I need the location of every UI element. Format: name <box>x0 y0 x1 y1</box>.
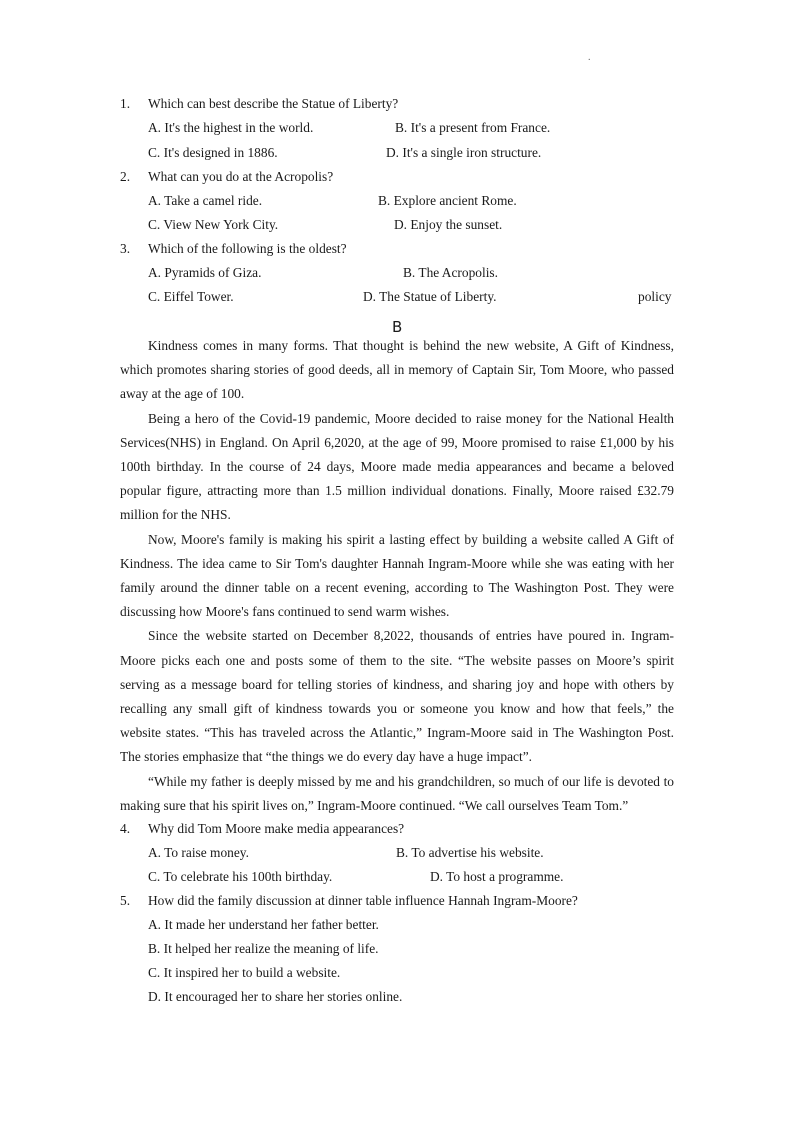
question-stem: What can you do at the Acropolis? <box>148 169 334 184</box>
question-number: 5. <box>120 893 131 908</box>
option-d: D. Enjoy the sunset. <box>394 217 503 232</box>
option-c: C. It's designed in 1886. <box>148 145 278 160</box>
option-a: A. To raise money. <box>148 845 249 860</box>
option-b: B. Explore ancient Rome. <box>378 193 517 208</box>
option-d: D. It's a single iron structure. <box>386 145 542 160</box>
option-a: A. Take a camel ride. <box>148 193 263 208</box>
page-mark: . <box>588 52 591 63</box>
option-d: D. The Statue of Liberty. <box>363 289 497 304</box>
option-c: C. It inspired her to build a website. <box>148 965 341 980</box>
passage-paragraph: Since the website started on December 8,2022, thousands of entries have poured in. Ingram-Moore picks each one and posts some of them to the site. “The website passes on Moore’s spirit serving as a message board for telling stories of kindness, and sharing joy and hope with others by recalling any small gift of kindness towards you or someone you know and how that feels,” the website states. “This has traveled across the Atlantic,” Ingram-Moore said in The Washington Post. The stories emphasize that “the things we do every day have a huge impact”. <box>120 628 674 765</box>
option-b: B. It helped her realize the meaning of life. <box>148 941 379 956</box>
option-c: C. View New York City. <box>148 217 279 232</box>
option-a: A. It's the highest in the world. <box>148 120 314 135</box>
option-b: B. To advertise his website. <box>396 845 544 860</box>
passage-paragraph: “While my father is deeply missed by me and his grandchildren, so much of our life is devoted to making sure that his spirit lives on,” Ingram-Moore continued. “We call ourselves Team Tom.” <box>120 773 674 813</box>
question-number: 4. <box>120 821 131 836</box>
option-a: A. Pyramids of Giza. <box>148 265 262 280</box>
question-number: 1. <box>120 96 131 111</box>
option-c: C. To celebrate his 100th birthday. <box>148 869 333 884</box>
option-c: C. Eiffel Tower. <box>148 289 234 304</box>
question-stem: Which of the following is the oldest? <box>148 241 347 256</box>
question-stem: Which can best describe the Statue of Liberty? <box>148 96 399 111</box>
passage-paragraph: Being a hero of the Covid-19 pandemic, Moore decided to raise money for the National Health Services(NHS) in England. On April 6,2020, at the age of 99, Moore promised to raise £1,000 by his 100th birthday. In the course of 24 days, Moore made media appearances and became a beloved popular figure, attracting more than 1.5 million individual donations. Finally, Moore raised £32.79 million for the NHS. <box>120 410 674 523</box>
question-stem: How did the family discussion at dinner table influence Hannah Ingram-Moore? <box>148 893 578 908</box>
option-b: B. It's a present from France. <box>395 120 551 135</box>
passage-paragraph: Now, Moore's family is making his spirit a lasting effect by building a website called A Gift of Kindness. The idea came to Sir Tom's daughter Hannah Ingram-Moore while she was eating with her family around the dinner table on a recent evening, according to The Washington Post. They were discussing how Moore's fans continued to send warm wishes. <box>120 531 674 620</box>
question-number: 3. <box>120 241 131 256</box>
question-stem: Why did Tom Moore make media appearances? <box>148 821 405 836</box>
passage-paragraph: Kindness comes in many forms. That thought is behind the new website, A Gift of Kindness, which promotes sharing stories of good deeds, all in memory of Captain Sir, Tom Moore, who passed away at the age of 100. <box>120 338 674 402</box>
option-d: D. To host a programme. <box>430 869 564 884</box>
option-d: D. It encouraged her to share her stories online. <box>148 989 403 1004</box>
question-number: 2. <box>120 169 131 184</box>
section-letter: B <box>392 318 403 336</box>
passage <box>120 334 674 818</box>
stray-word: policy <box>638 289 672 304</box>
option-b: B. The Acropolis. <box>403 265 498 280</box>
option-a: A. It made her understand her father better. <box>148 917 379 932</box>
